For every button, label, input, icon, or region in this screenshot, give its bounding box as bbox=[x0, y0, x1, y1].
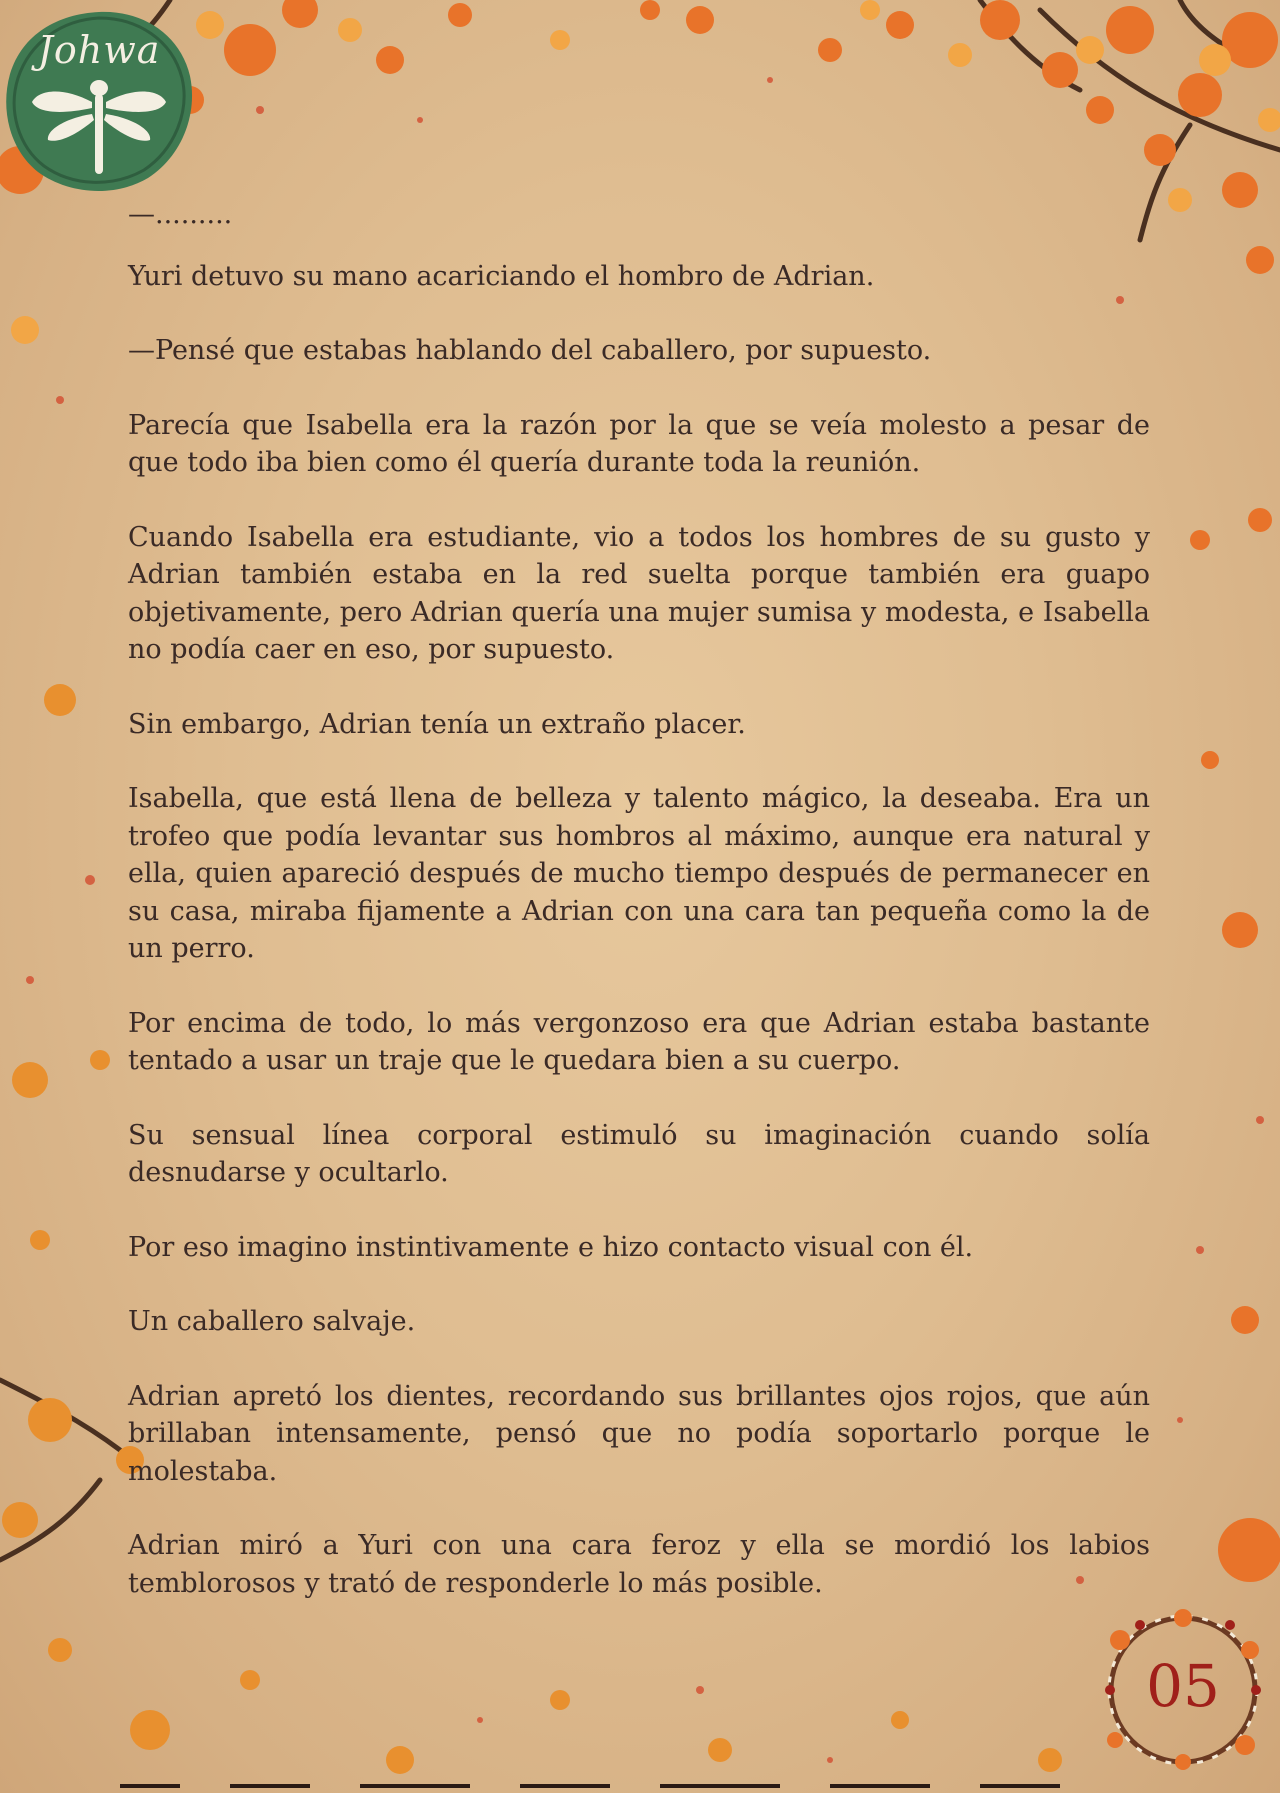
paragraph: Cuando Isabella era estudiante, vio a todos los hombres de su gusto y Adrian también estaba en la red suelta porque también era guapo objetivamente, pero Adrian quería una mujer sumisa y modesta, e Isabella no podía caer en eso, por supuesto. bbox=[128, 521, 1150, 665]
logo-text: Johwa bbox=[37, 28, 161, 72]
paragraph: Isabella, que está llena de belleza y talento mágico, la deseaba. Era un trofeo que podía levantar sus hombros al máximo, aunque era natural y ella, quien apareció después de mucho tiempo después de permanecer en su casa, miraba fijamente a Adrian con una cara tan pequeña como la de un perro. bbox=[128, 783, 1150, 964]
paragraph: Adrian miró a Yuri con una cara feroz y ella se mordió los labios temblorosos y trató de responderle lo más posible. bbox=[128, 1530, 1150, 1599]
paragraph: —......... bbox=[128, 199, 233, 230]
paragraph: Por eso imagino instintivamente e hizo contacto visual con él. bbox=[128, 1231, 974, 1263]
paragraph: Sin embargo, Adrian tenía un extraño placer. bbox=[128, 708, 746, 740]
chapter-text bbox=[128, 196, 1150, 1639]
paragraph: —Pensé que estabas hablando del caballero, por supuesto. bbox=[128, 335, 932, 366]
johwa-logo bbox=[2, 6, 196, 196]
paragraph: Su sensual línea corporal estimuló su imaginación cuando solía desnudarse y ocultarlo. bbox=[128, 1119, 1150, 1188]
page-number: 05 bbox=[1146, 1652, 1220, 1720]
paragraph: Yuri detuvo su mano acariciando el hombro de Adrian. bbox=[128, 260, 875, 292]
paragraph: Por encima de todo, lo más vergonzoso era que Adrian estaba bastante tentado a usar un traje que le quedara bien a su cuerpo. bbox=[128, 1007, 1150, 1076]
paragraph: Un caballero salvaje. bbox=[128, 1306, 416, 1337]
paragraph: Parecía que Isabella era la razón por la que se veía molesto a pesar de que todo iba bien como él quería durante toda la reunión. bbox=[128, 409, 1150, 478]
paragraph: Adrian apretó los dientes, recordando sus brillantes ojos rojos, que aún brillaban intensamente, pensó que no podía soportarlo porque le molestaba. bbox=[128, 1380, 1150, 1487]
